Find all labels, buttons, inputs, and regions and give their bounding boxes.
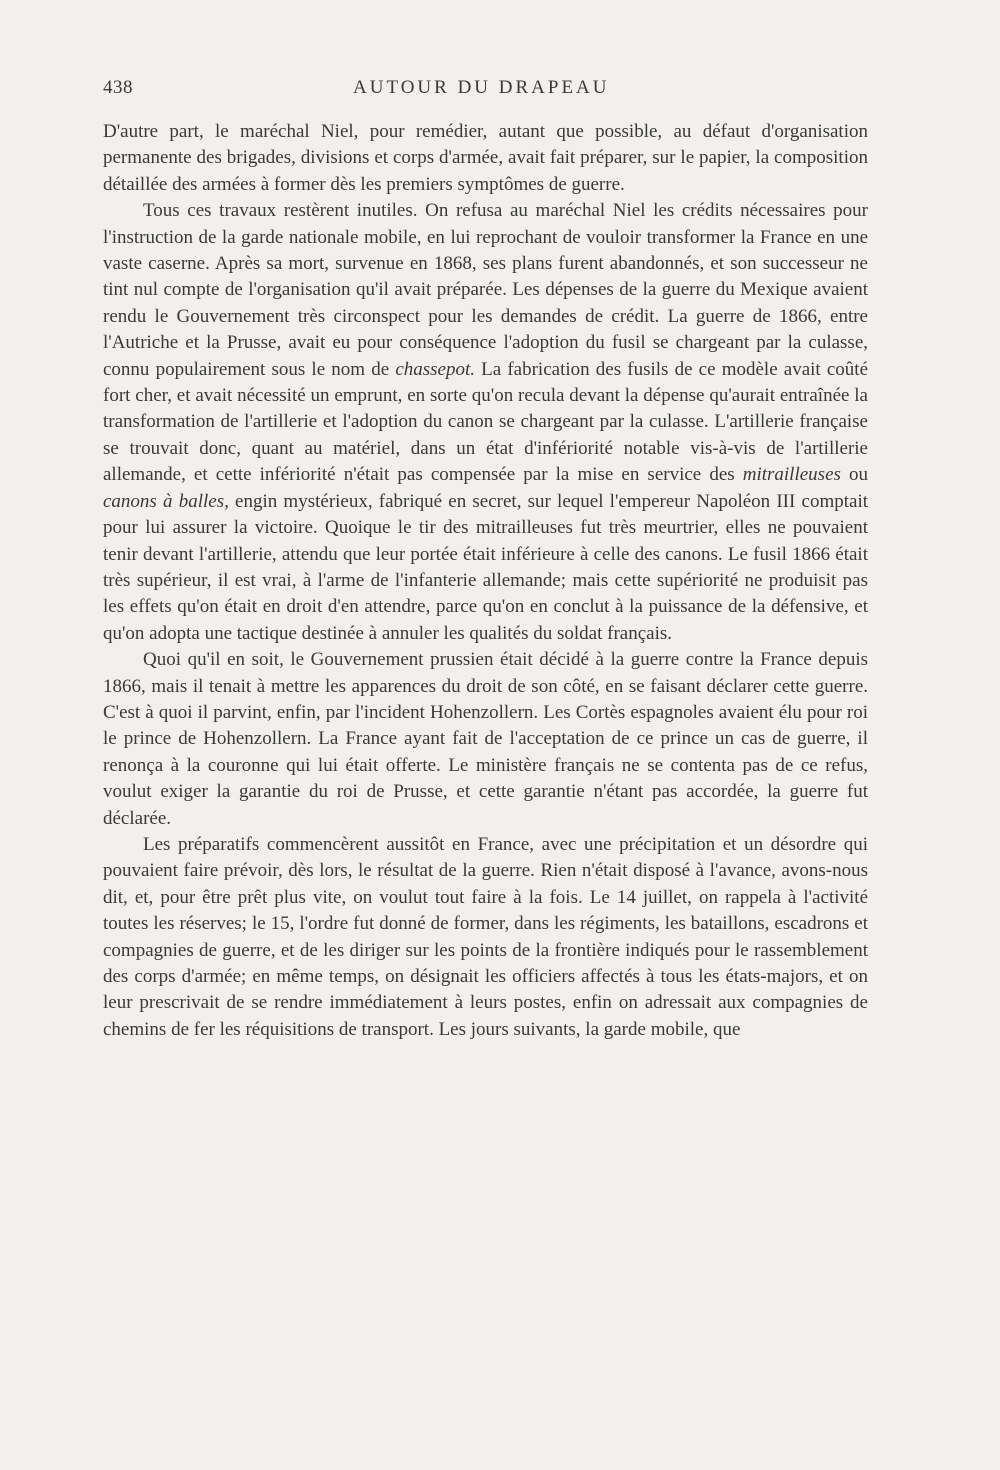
paragraph-2-text-d: engin mystérieux, fabriqué en secret, sur lequel l'empereur Napoléon III comptait pour lui assurer la victoire. Quoique le tir des mitrailleuses fut très meurtrier, elles ne pouvaient tenir devant l'artillerie, attendu que leur portée était inférieure à celle des canons. Le fusil 1866 était très supérieur, il est vrai, à l'arme de l'infanterie allemande; mais cette supériorité ne produisit pas les effets qu'on était en droit d'en attendre, parce qu'on en conclut à la puissance de la défensive, et qu'on adopta une tactique destinée à annuler les qualités du soldat français. xyxy=(103,490,868,644)
paragraph-3-text: Quoi qu'il en soit, le Gouvernement prussien était décidé à la guerre contre la France depuis 1866, mais il tenait à mettre les apparences du droit de son côté, en se faisant déclarer cette guerre. C'est à quoi il parvint, enfin, par l'incident Hohenzollern. Les Cortès espagnoles avaient élu pour roi le prince de Hohenzollern. La France ayant fait de l'acceptation de ce prince un cas de guerre, il renonça à la couronne qui lui était offerte. Le ministère français ne se contenta pas de ce refus, voulut exiger la garantie du roi de Prusse, et cette garantie n'étant pas accordée, la guerre fut déclarée. xyxy=(103,649,868,829)
paragraph-2-italic-chassepot: chassepot. xyxy=(395,358,475,380)
paragraph-4-text: Les préparatifs commencèrent aussitôt en France, avec une précipitation et un désordre qui pouvaient faire prévoir, dès lors, le résultat de la guerre. Rien n'était disposé à l'avance, avons-nous dit, et, pour être prêt plus vite, on voulut tout faire à la fois. Le 14 juillet, on rappela à l'activité toutes les réserves; le 15, l'ordre fut donné de former, dans les régiments, les bataillons, escadrons et compagnies de guerre, et de les diriger sur les points de la frontière indiqués pour le rassemblement des corps d'armée; en même temps, on désignait les officiers affectés à tous les états-majors, et on leur prescrivait de se rendre immédiatement à leurs postes, enfin on adressait aux compagnies de chemins de fer les réquisitions de transport. Les jours suivants, la garde mobile, que xyxy=(103,833,868,1040)
paragraph-1-text: D'autre part, le maréchal Niel, pour remédier, autant que possible, au défaut d'organisation permanente des brigades, divisions et corps d'armée, avait fait préparer, sur le papier, la composition détaillée des armées à former dès les premiers symptômes de guerre. xyxy=(103,121,868,195)
paragraph-2-text-b: La fabrication des fusils de ce modèle avait coûté fort cher, et avait nécessité un emprunt, en sorte qu'on recula devant la dépense qu'aurait entraînée la transformation de l'artillerie et l'adoption du canon se chargeant par la culasse. L'artillerie française se trouvait donc, quant au matériel, dans un état d'infériorité notable vis-à-vis de l'artillerie allemande, et cette infériorité n'était pas compensée par la mise en service des xyxy=(103,358,868,486)
paragraph-2-italic-mitrailleuses: mitrailleuses xyxy=(742,464,841,486)
page-number: 438 xyxy=(103,77,133,98)
paragraph-2-text-c: ou xyxy=(840,464,868,486)
paragraph-4 xyxy=(103,832,868,1043)
paragraph-2-italic-canons: canons à balles, xyxy=(103,490,229,512)
running-header xyxy=(103,77,868,101)
paragraph-2 xyxy=(103,198,868,647)
paragraph-1 xyxy=(103,119,868,198)
paragraph-2-text-a: Tous ces travaux restèrent inutiles. On refusa au maréchal Niel les crédits nécessaires pour l'instruction de la garde nationale mobile, en lui reprochant de vouloir transformer la France en une vaste caserne. Après sa mort, survenue en 1868, ses plans furent abandonnés, et son successeur ne tint nul compte de l'organisation qu'il avait préparée. Les dépenses de la guerre du Mexique avaient rendu le Gouvernement très circonspect pour les demandes de crédit. La guerre de 1866, entre l'Autriche et la Prusse, avait eu pour conséquence l'adoption du fusil se chargeant par la culasse, connu populairement sous le nom de xyxy=(103,200,868,380)
running-title: AUTOUR DU DRAPEAU xyxy=(353,77,610,98)
paragraph-3 xyxy=(103,647,868,832)
body-text xyxy=(103,119,868,1043)
